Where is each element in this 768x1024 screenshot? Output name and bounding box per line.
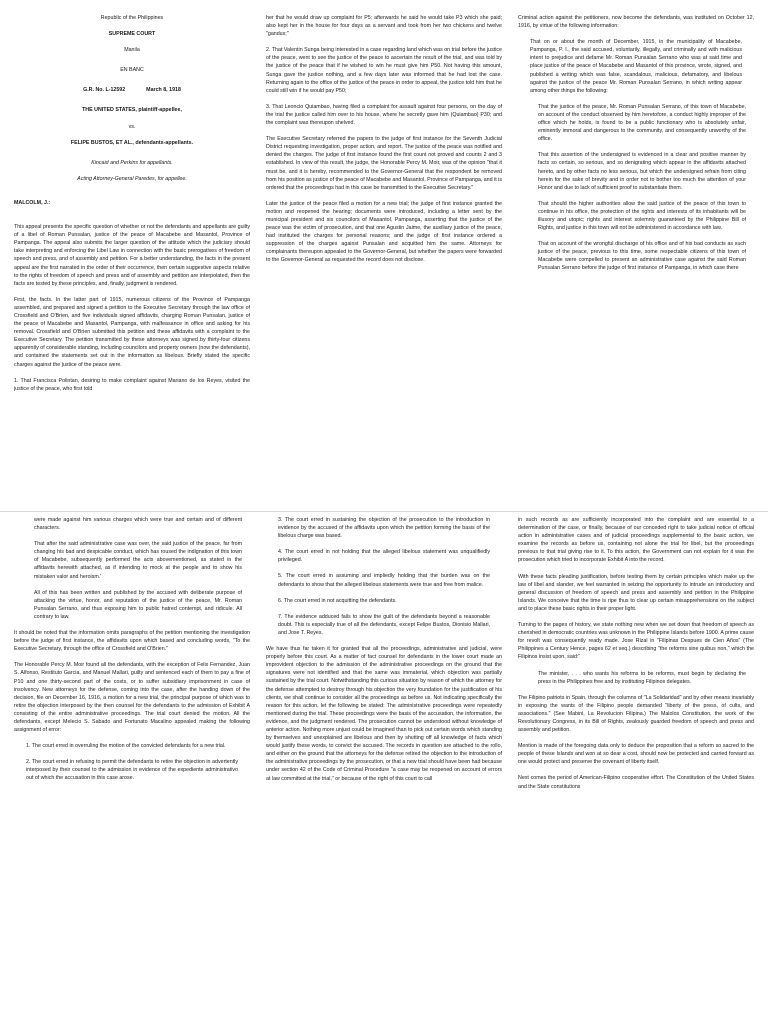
page1-column-middle [266, 14, 502, 484]
quoted-paragraph: That after the said administrative case was over, the said justice of the peace, far from changing his bad and despicable conduct, which has roused the indignation of this town of Macabebe, subsequently performed the acts abovementioned, as stated in the affidavits herewith attached, as if intending to mock at the people and to show his mistaken valor and heroism.' [34, 541, 242, 580]
page2-column-middle [266, 516, 502, 1010]
header-city: Manila [124, 47, 140, 54]
paragraph: 2. That Valentin Sunga being interested in a case regarding land which was on trial before the justice of the peace, went to see the justice of the peace to ascertain the result of the trial, and was told by the justice of the peace that if he wished to win he must give him P50. Not having this amount, Sunga gave the justice nothing, and a few days later was informed that he had lost the case. Returning again to the office of the justice of the peace in order to appeal, the justice told him that he could still win if he would pay P50; [266, 47, 502, 94]
case-number-line [14, 86, 250, 94]
header-court: SUPREME COURT [108, 31, 156, 38]
counsel-appellee: Acting Attorney-General Paredes, for appellee. [77, 175, 187, 182]
page1-column-right [518, 14, 754, 484]
quoted-paragraph: The minister, . . . who wants his reforms to be reforms, must begin by declaring the press in the Philippines free and by instituting Filipinos delegates. [538, 670, 746, 685]
paragraph: Later the justice of the peace filed a motion for a new trial; the judge of first instance granted the motion and reopened the hearing; documents were introduced, including a letter sent by the municipal president and six councilors of Masantol, Pampanga, asserting that the justice of the peace was the victim of prosecution, and that one Agustin Jaime, the auxiliary justice of the peace, had instituted the charges for personal reasons; and the judge of first instance ordered a suppression of the charges against Punsalan and acquitted him the same. Attorneys for complainants thereupon appealed to the Governor-General, but whether the papers were forwarded to the Governor-General as requested the record does not disclose. [266, 200, 502, 264]
quoted-paragraph: That on account of the wrongful discharge of his office and of his bad conducts as such justice of the peace, previous to this time, some respectable citizens of this town of Macabebe were compelled to present an administrative case against the said Roman Punsalan Serrano before the judge of first instance of Pampanga, in which case there [538, 241, 746, 272]
paragraph: in such records as are sufficiently incorporated into the complaint and are essential to a determination of the case, or finally, because of our conceded right to take judicial notice of official action in administrative cases and of judicial proceedings supplemental to the basic action, we examine the records as before us, containing not alone the trial for libel, but the proceedings previous to that trial giving rise to it. To this action, the Government can not explain for it was the prosecution which tried to incorporate Exhibit A into the record. [518, 517, 754, 564]
assignment-of-error: 3. The court erred in sustaining the objection of the prosecution to the introduction in evidence by the accused of the affidavits upon which the petition forming the basis of the libelous charge was based. [278, 517, 490, 540]
paragraph: With these facts pleading justification, before testing them by certain principles which make up the law of libel and slander, we feel warranted in seizing the opportunity to intrude an introductory and general discussion of freedom of speech and press and assembly and petition in the Philippine Islands. We conceive that the time is ripe thus to clear up certain misapprehensions on the subject and to place these basic rights in their proper light. [518, 573, 754, 612]
case-date: March 8, 1918 [146, 87, 181, 94]
page2-column-right [518, 516, 754, 1010]
paragraph: The Filipino patriots in Spain, through the columns of "La Solidaridad" and by other means invariably in exposing the wants of the Filipino people demanded "liberty of the press, of cults, and associations." (See Mabini, La Revolucion Filipina.) The Malolos Constitution, the work of the Revolutionary Congress, in its Bill of Rights, zealously guarded freedom of speech and press and assembly and petition. [518, 694, 754, 734]
paragraph: 3. That Leoncio Quiambao, having filed a complaint for assault against four persons, on the day of the trial the justice called him over to his house, where he secretly gave him (Quiambao) P30; and the complaint was thereupon shelved. [266, 103, 502, 127]
quoted-paragraph: All of this has been written and published by the accused with deliberate purpose of attacking the virtue, honor, and reputation of the justice of the peace, Mr. Roman Punsalan Serrano, and thus exposing him to public hatred contempt, and ridicule. All contrary to law. [34, 589, 242, 620]
paragraph: 1. That Francisca Polintan, desiring to make complaint against Mariano de los Reyes, visited the justice of the peace, who first told [14, 377, 250, 392]
party-vs: vs. [128, 123, 136, 130]
page-divider [0, 511, 768, 512]
quoted-paragraph: That this assertion of the undersigned is evidenced in a clear and positive manner by facts so certain, so serious, and so denigrating which appear in the affidavits attached hereto, and by other facts no less serious, but which the undersigned refrain from citing herein for the sake of brevity and in order not to bother too much the attention of your Honor and due to lack of sufficient proof to substantiate them. [538, 152, 746, 191]
assignment-of-error: 5. The court erred in assuming and impliedly holding that the burden was on the defendants to show that the alleged libelous statements were true and free from malice. [278, 573, 490, 588]
case-number: G.R. No. L-12592 [83, 87, 126, 94]
quoted-paragraph: That should the higher authorities allow the said justice of the peace of this town to continue in his office, the protection of the rights and interests of its inhabitants will be illusory and utopic; rights and interest solemnly guaranteed by the Philippine Bill of Rights, and justice in this town will not be administered in accordance with law. [538, 200, 746, 232]
paragraph: Turning to the pages of history, we state nothing new when we set down that freedom of speech as cherished in democratic countries was unknown in the Philippine Islands before 1900. A prime cause for revolt was consequently ready made. Jose Rizal in "Filipinas Despues de Cien Años" (The Philippines a Century Hence, pages 62 et seq.) describing "the reforms sine quibus non," which the Filipinos insist upon, said:" [518, 622, 754, 661]
opinion-author: MALCOLM, J.: [14, 199, 51, 206]
paragraph: This appeal presents the specific question of whether or not the defendants and appellants are guilty of a libel of Roman Punsalan, justice of the peace of Macabebe and Masantol, Province of Pampanga. The appeal also submits the larger question of the attitude which the judiciary should take interpreting and enforcing the Libel Law in connection with the basic prerogatives of freedom of speech and press, and of assembly and petition. For a better understanding, the facts in the present appeal are the first narrated in the order of their occurrence, then certain suggestive aspects relative to the rights of freedom of speech and press and of assembly and petition are interpolated, then the facts are tested by these principles, and, finally, judgment is rendered. [14, 224, 250, 287]
assignment-of-error: 4. The court erred in not holding that the alleged libelous statement was unqualifiedly privileged. [278, 549, 490, 564]
paragraph: We have thus far taken it for granted that all the proceedings, administrative and judicial, were properly before this court. As a matter of fact counsel for defendants in the lower court made an improvident objection to the admission of the administrative proceedings on the ground that the signatures were not identified and that the same was immaterial, which objection was partially sustained by the trial court. Notwithstanding this curious situation by reason of which the attorney for the defense attempted to destroy through his objection the very foundation for the justification of his clients, we shall continue to consider all the proceedings as before us. Not indicating specifically the reason for this action, let the following be stated: The administrative proceedings were repeatedly mentioned during the trial. These proceedings were the basis of the accusation, the information, the evidence, and the judgment rendered. The prosecution cannot be understood without knowledge of anterior action. Nothing more unjust could be imagined than to pick out certain words which standing by themselves and unexplained are libelous and then by shutting off all knowledge of facts which would justify these words, to convict the accused. The records in question are attached to the rollo, and either on the ground that the attorneys for the defense retired the objection to the introduction of the administrative proceedings by the prosecution, or that a new trial should have been had because under section 42 of the Code of Criminal Procedure "a case may be reopened on account of errors at law committed at the trial," or because of the right of this court to call [266, 646, 502, 782]
counsel-appellants: Kincaid and Perkins for appellants. [91, 159, 173, 166]
paragraph: First, the facts. In the latter part of 1915, numerous citizens of the Province of Pampanga assembled, and prepared and signed a petition to the Executive Secretary through the law office of Crossfield and O'Brien, and five individuals signed affidavits, charging Roman Punsalan, justice of the peace of Macabebe and Masantol, Pampanga, with malfeasance in office and asking for his removal. Crossfield and O'Brien submitted this petition and these affidavits with a complaint to the Executive Secretary. The petition transmitted by these attorneys was signed by thirty-four citizens apparently of considerable standing, including councilors and property owners (now the defendants), and contained the statements set out in the information as libelous. Briefly stated the specific charges against the justice of the peace were. [14, 296, 250, 368]
quoted-paragraph: That the justice of the peace, Mr. Roman Punsalan Serrano, of this town of Macabebe, on account of the conduct observed by him heretofore, a conduct highly improper of the office which he holds, is found to be a public functionary who is absolutely unfair, eminently immoral and dangerous to the community, and consequently unworthy of the office. [538, 103, 746, 143]
paragraph: her that he would draw up complaint for P5; afterwards he said he would take P3 which she paid; also kept her in the house for four days as a servant and took from her two chickens and twelve "gandus;" [266, 15, 502, 38]
party-defendants: FELIPE BUSTOS, ET AL., defendants-appellants. [70, 139, 194, 146]
paragraph: The Honorable Percy M. Moir found all the defendants, with the exception of Felix Fernandez, Juan S. Alfonso, Restituto Garcia, and Manuel Mallari, guilty and sentenced each of them to pay a fine of P10 and one thirty-second part of the costs, or to suffer subsidiary imprisonment in case of insolvency. New attorneys for the defense, coming into the case, after the handing down of the decision, file on December 16, 1916, a motion for a new trial, the principal purpose of which was to retire the objection interposed by the then counsel for the defendants to the admission of Exhibit A consisting of the entire administrative proceedings. The trial court denied the motion. All the defendants, except Melecio S. Sabado and Fortunato Macalino appealed making the following assignment of error: [14, 662, 250, 734]
paragraph: It should be noted that the information omits paragraphs of the petition mentioning the investigation before the judge of first instance, the affidavits upon which based and concluding words, "To the Executive Secretary, through the office of Crossfield and O'Brien." [14, 630, 250, 653]
page1-column-left [14, 14, 250, 484]
assignment-of-error: 1. The court erred in overruling the motion of the convicted defendants for a new trial. [26, 743, 226, 750]
paragraph: Mention is made of the foregoing data only to deduce the proposition that a reform so sacred to the people of these Islands and won at so dear a cost, should now be protected and carried forward as one would protect and preserve the covenant of liberty itself. [518, 743, 754, 766]
header-republic: Republic of the Philippines [100, 15, 164, 21]
paragraph: The Executive Secretary referred the papers to the judge of first instance for the Seventh Judicial District requesting investigation, proper action, and report. The justice of the peace was notified and denied the charges. The judge of first instance found the first count not proved and counts 2 and 3 established. In view of this result, the judge, the Honorable Percy M. Moir, was of the opinion "that it must be, and it is hereby, recommended to the Governor-General that the respondent be removed from his position as justice of the peace of Macabebe and Masantol, Province of Pampanga, and it is ordered that the proceedings had in this case be transmitted to the Executive Secretary." [266, 136, 502, 191]
header-banc: EN BANC [120, 67, 144, 74]
assignment-of-error: 6. The court erred in not acquitting the defendants. [278, 597, 397, 604]
page2-column-left [14, 516, 250, 1010]
assignment-of-error: 2. The court erred in refusing to permit the defendants to retire the objection in advertently interposed by their counsel to the admission in evidence of the expediente administrativo out of which the accusation in this case arose. [26, 759, 238, 782]
paragraph: Criminal action against the petitioners, now become the defendants, was instituted on October 12, 1916, by virtue of the following information: [518, 15, 754, 30]
quoted-paragraph: That on or about the month of December, 1915, in the municipality of Macabebe, Pampanga, P. I., the said accused, voluntarily, illegally, and criminally and with malicious intent to prejudice and defame Mr. Roman Punsalan Serrano who was at said time and place justice of the peace of Macabebe and Masantol of this province, wrote, signed, and published a writing which was false, scandalous, malicious, defamatory, and libelous against the justice of the peace Mr. Roman Punsalan Serrano, in which writing appear among other things the following: [530, 39, 742, 94]
paragraph: Next comes the period of American-Filipino cooperative effort. The Constitution of the United States and the State constitutions [518, 775, 754, 790]
party-plaintiff: THE UNITED STATES, plaintiff-appellee, [82, 107, 182, 114]
assignment-of-error: 7. The evidence adduced fails to show the guilt of the defendants beyond a reasonable doubt. This is especially true of all the defendants, except Felipe Bustos, Dionisio Mallari, and Jose T. Reyes. [278, 613, 490, 636]
quoted-paragraph: were made against him various charges which were true and certain and of different characters. [34, 517, 242, 532]
